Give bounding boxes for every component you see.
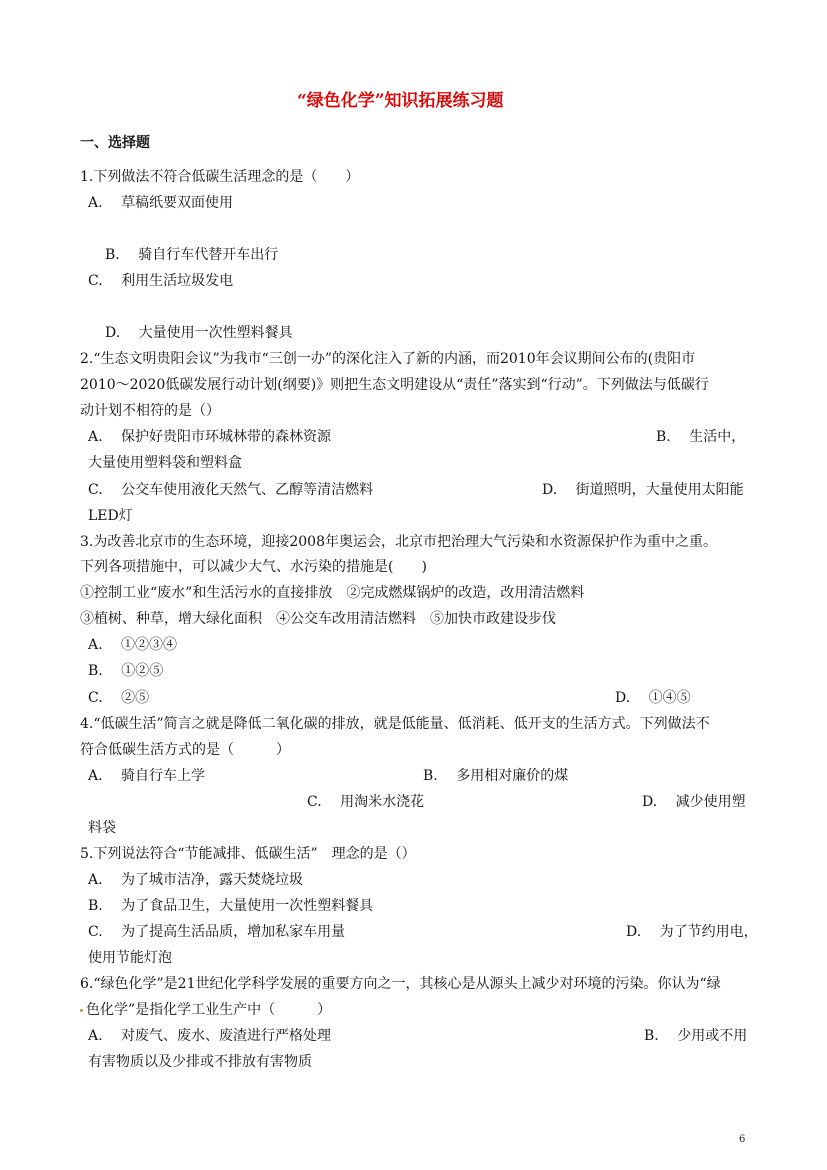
- question-5-stem: 5.下列说法符合“节能减排、低碳生活” 理念的是（）: [80, 846, 416, 862]
- question-3-option-c: C. ②⑤: [88, 690, 150, 706]
- question-1-option-a: A. 草稿纸要双面使用: [88, 195, 234, 211]
- question-4-line-2: 符合低碳生活方式的是（ ）: [80, 742, 290, 758]
- question-1-option-d: D. 大量使用一次性塑料餐具: [105, 325, 293, 341]
- question-3-line-3: ①控制工业“废水”和生活污水的直接排放 ②完成燃煤锅炉的改造，改用清洁燃料: [80, 585, 585, 601]
- question-6-line-1: 6.“绿色化学”是21世纪化学科学发展的重要方向之一，其核心是从源头上减少对环境的污染。你认为“绿: [80, 976, 721, 992]
- question-1-option-c: C. 利用生活垃圾发电: [88, 273, 234, 289]
- question-2-option-d-cont: LED灯: [88, 508, 133, 524]
- question-5-option-b: B. 为了食品卫生，大量使用一次性塑料餐具: [88, 898, 374, 914]
- question-6-line-2: 色化学”是指化学工业生产中（ ）: [86, 1002, 332, 1018]
- question-3-option-d: D. ①④⑤: [615, 690, 691, 706]
- question-2-option-b: B. 生活中，: [656, 429, 746, 445]
- question-5-option-a: A. 为了城市洁净，露天焚烧垃圾: [88, 872, 304, 888]
- question-6-option-b: B. 少用或不用: [644, 1028, 748, 1044]
- page-number: 6: [739, 1134, 746, 1145]
- question-2-option-a: A. 保护好贵阳市环城林带的森林资源: [88, 429, 332, 445]
- question-3-option-b: B. ①②⑤: [88, 663, 164, 679]
- page-title: “绿色化学”知识拓展练习题: [297, 91, 504, 111]
- question-2-line-2: 2010～2020低碳发展行动计划(纲要)》则把生态文明建设从“责任”落实到“行动”。下列做法与低碳行: [80, 377, 709, 393]
- question-4-line-1: 4.“低碳生活”简言之就是降低二氧化碳的排放，就是低能量、低消耗、低开支的生活方式。下列做法不: [80, 716, 710, 732]
- question-4-option-d: D. 减少使用塑: [642, 794, 746, 810]
- section-heading: 一、选择题: [80, 135, 150, 151]
- question-6-option-a: A. 对废气、废水、废渣进行严格处理: [88, 1028, 332, 1044]
- question-4-option-d-cont: 料袋: [88, 820, 116, 836]
- question-3-line-4: ③植树、种草，增大绿化面积 ④公交车改用清洁燃料 ⑤加快市政建设步伐: [80, 611, 556, 627]
- question-2-option-d: D. 街道照明，大量使用太阳能: [542, 482, 744, 498]
- question-4-option-a: A. 骑自行车上学: [88, 768, 206, 784]
- question-2-line-3: 动计划不相符的是（）: [80, 403, 220, 419]
- question-5-option-d-cont: 使用节能灯泡: [88, 950, 172, 966]
- question-5-option-d: D. 为了节约用电，: [626, 924, 758, 940]
- question-1-stem: 1.下列做法不符合低碳生活理念的是（ ）: [80, 169, 360, 185]
- question-2-option-b-cont: 大量使用塑料袋和塑料盒: [88, 455, 242, 471]
- question-3-line-2: 下列各项措施中，可以减少大气、水污染的措施是( ): [80, 559, 427, 575]
- question-4-option-c: C. 用淘米水浇花: [307, 794, 425, 810]
- question-3-line-1: 3.为改善北京市的生态环境，迎接2008年奥运会，北京市把治理大气污染和水资源保护作为重中之重。: [80, 534, 717, 550]
- question-3-option-a: A. ①②③④: [88, 637, 178, 653]
- question-1-option-b: B. 骑自行车代替开车出行: [105, 247, 279, 263]
- question-5-option-c: C. 为了提高生活品质，增加私家车用量: [88, 924, 346, 940]
- margin-dot: [80, 1009, 83, 1012]
- question-2-option-c: C. 公交车使用液化天然气、乙醇等清洁燃料: [88, 482, 374, 498]
- question-2-line-1: 2.“生态文明贵阳会议”为我市“三创一办”的深化注入了新的内涵，而2010年会议期间公布的(贵阳市: [80, 351, 696, 367]
- question-4-option-b: B. 多用相对廉价的煤: [423, 768, 569, 784]
- question-6-option-b-cont: 有害物质以及少排或不排放有害物质: [88, 1054, 312, 1070]
